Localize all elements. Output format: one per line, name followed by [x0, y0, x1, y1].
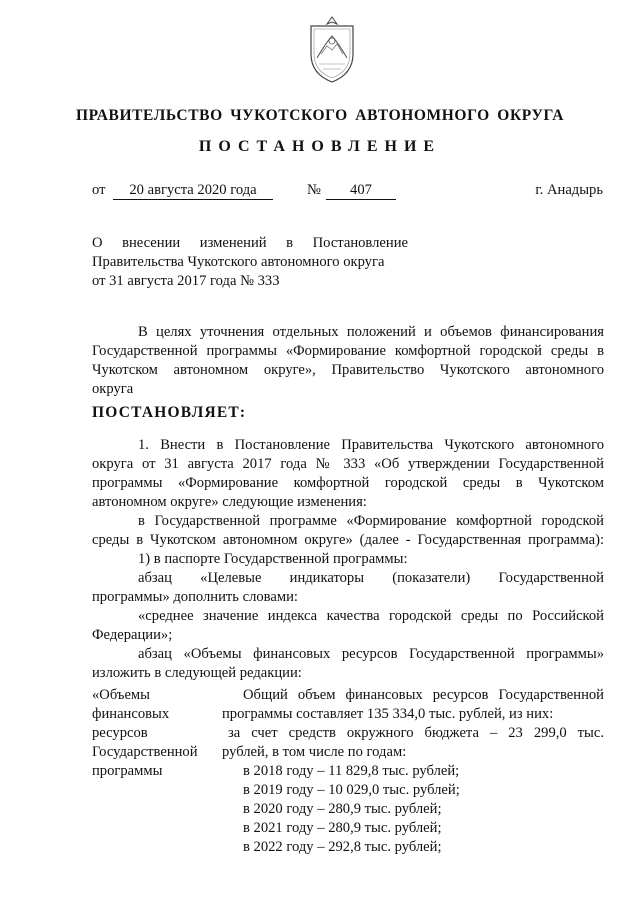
table-text-line: Общий объем финансовых ресурсов Государственной — [243, 687, 604, 703]
table-label-line: финансовых — [92, 706, 170, 722]
body-line: программы» дополнить словами: — [92, 589, 298, 605]
table-year-line: в 2021 году – 280,9 тыс. рублей; — [243, 820, 442, 836]
body-line: в Государственной программе «Формирование комфортной городской — [138, 513, 604, 529]
table-year-line: в 2022 году – 292,8 тыс. рублей; — [243, 839, 442, 855]
table-text-line: за счет средств окружного бюджета – 23 299,0 тыс. — [228, 725, 604, 741]
document-type-title: ПОСТАНОВЛЕНИЕ — [198, 138, 442, 155]
table-right-cell — [222, 686, 604, 857]
subject-line: О внесении изменений в Постановление — [92, 235, 408, 251]
body-line: программы «Формирование комфортной городской среды в Чукотском — [92, 475, 604, 491]
preamble-line: В целях уточнения отдельных положений и объемов финансирования — [138, 324, 604, 340]
table-left-cell — [92, 686, 222, 781]
body-line: автономном округе» следующие изменения: — [92, 494, 367, 510]
preamble-line: Чукотском автономном округе», Правительство Чукотского автономного — [92, 362, 604, 378]
body-line: «среднее значение индекса качества городской среды по Российской — [138, 608, 604, 624]
table-label-line: программы — [92, 763, 163, 779]
body-line: абзац «Целевые индикаторы (показатели) Государственной — [138, 570, 604, 586]
table-year-line: в 2019 году – 10 029,0 тыс. рублей; — [243, 782, 460, 798]
subject-line: от 31 августа 2017 года № 333 — [92, 273, 280, 289]
number-field — [326, 181, 396, 200]
body-line: округа от 31 августа 2017 года № 333 «Об утверждении Государственной — [92, 456, 604, 472]
body-line: абзац «Объемы финансовых ресурсов Государственной программы» — [138, 646, 604, 662]
table-year-line: в 2018 году – 11 829,8 тыс. рублей; — [243, 763, 460, 779]
table-text-line: рублей, в том числе по годам: — [222, 744, 407, 760]
body-line: 1) в паспорте Государственной программы: — [138, 551, 408, 567]
resolves-heading: ПОСТАНОВЛЯЕТ: — [92, 404, 247, 421]
date-field — [113, 181, 273, 200]
table-label-line: «Объемы — [92, 687, 150, 703]
decree-body — [92, 436, 604, 683]
decree-number: 407 — [326, 181, 396, 200]
preamble — [92, 323, 604, 399]
from-label: от — [92, 182, 106, 198]
table-text-line: программы составляет 135 334,0 тыс. рублей, из них: — [222, 706, 554, 722]
body-line: 1. Внести в Постановление Правительства Чукотского автономного — [138, 437, 604, 453]
body-line: среды в Чукотском автономном округе» (далее - Государственная программа): — [92, 532, 604, 548]
government-title: ПРАВИТЕЛЬСТВО ЧУКОТСКОГО АВТОНОМНОГО ОКРУГА — [75, 107, 565, 124]
table-year-line: в 2020 году – 280,9 тыс. рублей; — [243, 801, 442, 817]
preamble-line: Государственной программы «Формирование комфортной городской среды в — [92, 343, 604, 359]
city: г. Анадырь — [535, 182, 603, 198]
decree-date: 20 августа 2020 года — [113, 181, 273, 200]
number-label: № — [307, 182, 321, 198]
decree-subject — [92, 234, 408, 291]
table-label-line: ресурсов — [92, 725, 148, 741]
subject-line: Правительства Чукотского автономного округа — [92, 254, 385, 270]
coat-of-arms-emblem — [303, 14, 361, 86]
body-line: изложить в следующей редакции: — [92, 665, 302, 681]
table-label-line: Государственной — [92, 744, 198, 760]
body-line: Федерации»; — [92, 627, 173, 643]
preamble-line: округа — [92, 381, 134, 397]
